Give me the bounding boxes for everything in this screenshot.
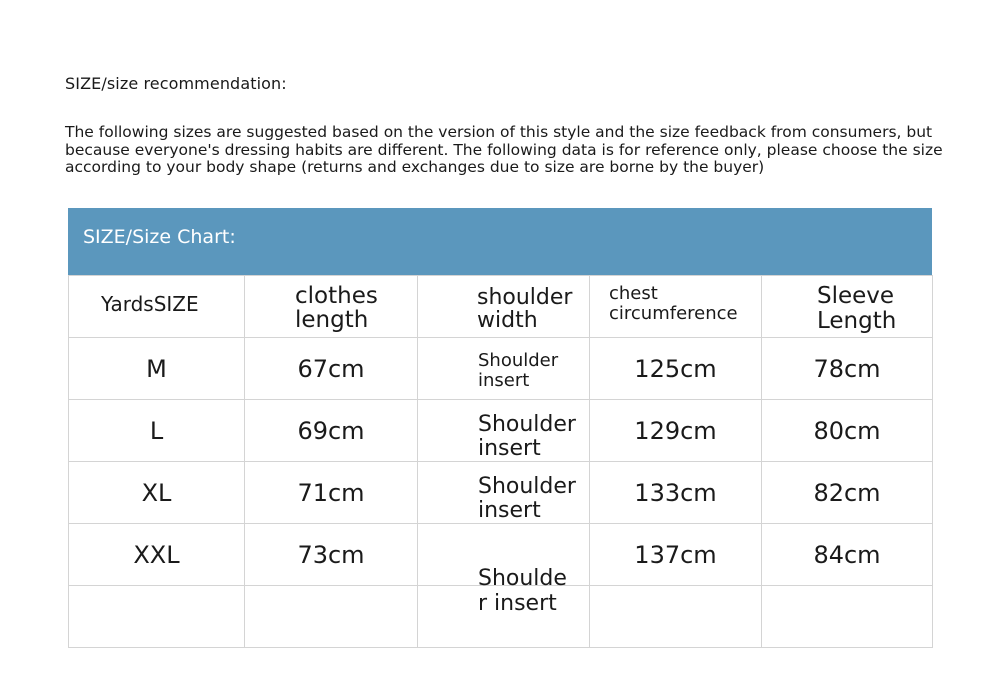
header-chest-line2: circumference xyxy=(609,303,738,324)
sleeve-cell: 84cm xyxy=(762,524,933,586)
header-length-line1: clothes xyxy=(295,283,378,309)
size-recommendation-title: SIZE/size recommendation: xyxy=(65,74,287,93)
header-sleeve-line2: Length xyxy=(817,308,897,334)
shoulder-cell xyxy=(418,400,590,462)
table-row xyxy=(69,338,933,400)
empty-cell xyxy=(245,586,418,648)
header-length xyxy=(245,276,418,338)
header-sleeve xyxy=(762,276,933,338)
size-cell: XL xyxy=(69,462,245,524)
shoulder-line2: insert xyxy=(478,436,541,461)
chest-cell: 133cm xyxy=(590,462,762,524)
shoulder-line1: Shoulder xyxy=(478,474,576,499)
header-size xyxy=(69,276,245,338)
header-shoulder-line1: shoulder xyxy=(477,285,573,310)
length-cell: 71cm xyxy=(245,462,418,524)
shoulder-line1: Shoulde xyxy=(478,566,567,591)
header-shoulder xyxy=(418,276,590,338)
table-header-row xyxy=(69,276,933,338)
chest-cell: 137cm xyxy=(590,524,762,586)
shoulder-line2: insert xyxy=(478,370,530,391)
header-chest xyxy=(590,276,762,338)
sleeve-cell: 82cm xyxy=(762,462,933,524)
shoulder-line2: r insert xyxy=(478,591,557,616)
shoulder-cell xyxy=(418,524,590,616)
size-cell: XXL xyxy=(69,524,245,586)
size-cell: L xyxy=(69,400,245,462)
sleeve-cell: 80cm xyxy=(762,400,933,462)
size-recommendation-description: The following sizes are suggested based on the version of this style and the size feedback from consumers, but because everyone's dressing habits are different. The following data is for reference only, please choose the size according to your body shape (returns and exchanges due to size are borne by the buyer) xyxy=(65,123,943,176)
size-chart-table xyxy=(68,275,933,648)
shoulder-line1: Shoulder xyxy=(478,350,559,371)
header-shoulder-line2: width xyxy=(477,308,538,333)
table-row xyxy=(69,524,933,586)
table-row xyxy=(69,400,933,462)
sleeve-cell: 78cm xyxy=(762,338,933,400)
length-cell: 69cm xyxy=(245,400,418,462)
shoulder-line1: Shoulder xyxy=(478,412,576,437)
length-cell: 73cm xyxy=(245,524,418,586)
size-cell: M xyxy=(69,338,245,400)
shoulder-cell xyxy=(418,462,590,524)
shoulder-line2: insert xyxy=(478,498,541,523)
header-sleeve-line1: Sleeve xyxy=(817,283,895,309)
chest-cell: 129cm xyxy=(590,400,762,462)
chest-cell: 125cm xyxy=(590,338,762,400)
length-cell: 67cm xyxy=(245,338,418,400)
header-chest-line1: chest xyxy=(609,283,658,304)
header-length-line2: length xyxy=(295,307,369,333)
size-chart-header: SIZE/Size Chart: xyxy=(68,208,932,275)
empty-cell xyxy=(762,586,933,648)
shoulder-cell xyxy=(418,338,590,400)
empty-cell xyxy=(69,586,245,648)
header-size-label: YardsSIZE xyxy=(101,292,199,316)
empty-cell xyxy=(590,586,762,648)
table-row xyxy=(69,462,933,524)
